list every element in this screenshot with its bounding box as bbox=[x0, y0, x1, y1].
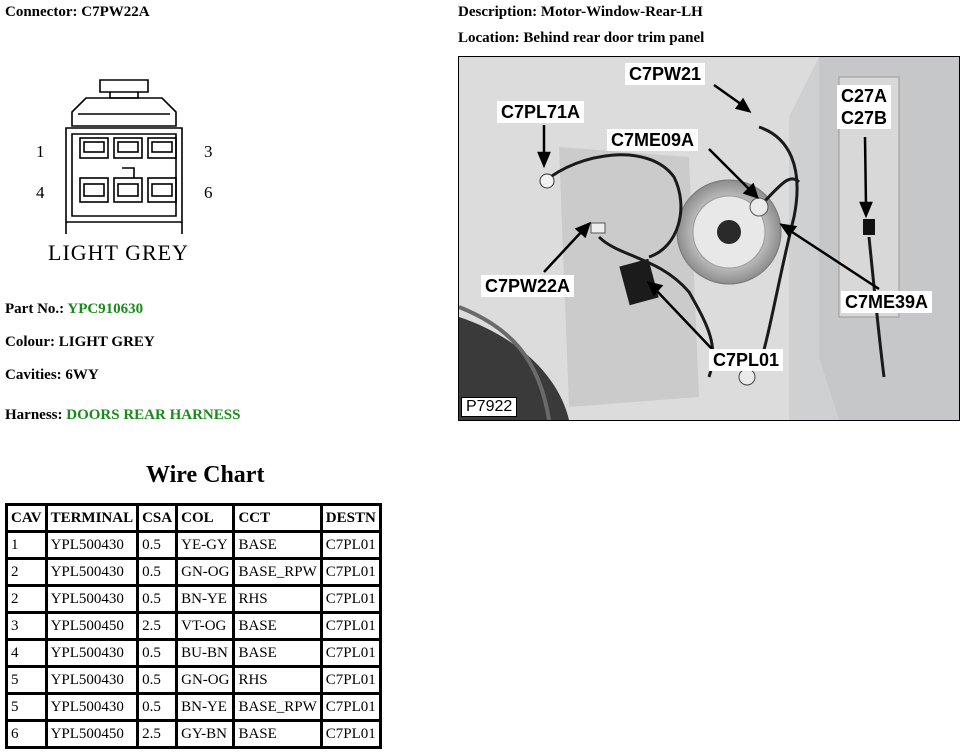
pin-6-label: 6 bbox=[204, 183, 213, 202]
connector-value: C7PW22A bbox=[81, 4, 150, 20]
callout-c7pl01: C7PL01 bbox=[709, 349, 783, 371]
table-cell: YPL500430 bbox=[48, 587, 137, 611]
callout-c7pw21: C7PW21 bbox=[625, 63, 705, 85]
table-cell: RHS bbox=[235, 587, 319, 611]
table-cell: 0.5 bbox=[139, 587, 175, 611]
description-value: Motor-Window-Rear-LH bbox=[540, 4, 703, 20]
table-cell: C7PL01 bbox=[323, 587, 379, 611]
table-cell: BN-YE bbox=[178, 587, 232, 611]
connector-label: Connector: bbox=[5, 4, 78, 20]
table-cell: YPL500450 bbox=[48, 614, 137, 638]
callout-c7pw22a: C7PW22A bbox=[481, 275, 574, 297]
table-row bbox=[8, 587, 379, 611]
column-header: CSA bbox=[139, 506, 175, 530]
colour-value: LIGHT GREY bbox=[58, 334, 155, 350]
table-cell: YPL500430 bbox=[48, 668, 137, 692]
description-line bbox=[458, 4, 703, 21]
table-cell: 2 bbox=[8, 560, 45, 584]
table-cell: YPL500430 bbox=[48, 641, 137, 665]
table-cell: 0.5 bbox=[139, 560, 175, 584]
part-no-label: Part No.: bbox=[5, 301, 65, 317]
table-cell: 0.5 bbox=[139, 695, 175, 719]
table-cell: GN-OG bbox=[178, 668, 232, 692]
wire-chart-table bbox=[5, 503, 382, 749]
part-no-line bbox=[5, 301, 143, 318]
table-cell: BN-YE bbox=[178, 695, 232, 719]
column-header: DESTN bbox=[323, 506, 379, 530]
column-header: COL bbox=[178, 506, 232, 530]
table-cell: 1 bbox=[8, 533, 45, 557]
pin-1-label: 1 bbox=[36, 142, 45, 161]
table-cell: 5 bbox=[8, 668, 45, 692]
connector-face-diagram bbox=[30, 74, 230, 274]
colour-line bbox=[5, 334, 155, 351]
table-row bbox=[8, 560, 379, 584]
table-cell: 2.5 bbox=[139, 614, 175, 638]
table-cell: BASE bbox=[235, 533, 319, 557]
colour-label: Colour: bbox=[5, 334, 55, 350]
table-cell: YPL500430 bbox=[48, 533, 137, 557]
table-cell: 0.5 bbox=[139, 641, 175, 665]
table-cell: GN-OG bbox=[178, 560, 232, 584]
table-cell: RHS bbox=[235, 668, 319, 692]
table-cell: C7PL01 bbox=[323, 560, 379, 584]
table-cell: GY-BN bbox=[178, 722, 232, 746]
pin-3-label: 3 bbox=[204, 142, 213, 161]
table-row bbox=[8, 614, 379, 638]
table-cell: YPL500430 bbox=[48, 560, 137, 584]
connector-line bbox=[5, 4, 150, 21]
table-row bbox=[8, 641, 379, 665]
table-cell: BASE bbox=[235, 641, 319, 665]
location-value: Behind rear door trim panel bbox=[523, 30, 705, 46]
table-cell: 4 bbox=[8, 641, 45, 665]
table-cell: YPL500450 bbox=[48, 722, 137, 746]
table-row bbox=[8, 668, 379, 692]
table-cell: C7PL01 bbox=[323, 641, 379, 665]
table-row bbox=[8, 533, 379, 557]
table-cell: BASE bbox=[235, 722, 319, 746]
column-header: CAV bbox=[8, 506, 45, 530]
callout-c7pl71a: C7PL71A bbox=[497, 101, 584, 123]
column-header: TERMINAL bbox=[48, 506, 137, 530]
table-cell: BASE_RPW bbox=[235, 560, 319, 584]
table-cell: C7PL01 bbox=[323, 668, 379, 692]
table-cell: 2 bbox=[8, 587, 45, 611]
callout-c7me39a: C7ME39A bbox=[841, 291, 932, 313]
cavities-label: Cavities: bbox=[5, 367, 62, 383]
harness-label: Harness: bbox=[5, 407, 63, 423]
table-cell: BASE bbox=[235, 614, 319, 638]
table-cell: 6 bbox=[8, 722, 45, 746]
colour-caption: LIGHT GREY bbox=[48, 240, 189, 265]
table-cell: 5 bbox=[8, 695, 45, 719]
cavities-line bbox=[5, 367, 99, 384]
location-photo bbox=[458, 56, 960, 421]
column-header: CCT bbox=[235, 506, 319, 530]
table-header-row bbox=[8, 506, 379, 530]
table-cell: BU-BN bbox=[178, 641, 232, 665]
location-line bbox=[458, 30, 704, 47]
harness-link[interactable]: DOORS REAR HARNESS bbox=[66, 407, 241, 423]
table-cell: C7PL01 bbox=[323, 614, 379, 638]
callout-c7me09a: C7ME09A bbox=[607, 129, 698, 151]
table-cell: YE-GY bbox=[178, 533, 232, 557]
table-cell: C7PL01 bbox=[323, 533, 379, 557]
description-label: Description: bbox=[458, 4, 538, 20]
table-cell: 0.5 bbox=[139, 668, 175, 692]
location-label: Location: bbox=[458, 30, 520, 46]
table-row bbox=[8, 722, 379, 746]
callout-c27b: C27B bbox=[837, 107, 891, 129]
table-cell: VT-OG bbox=[178, 614, 232, 638]
part-no-link[interactable]: YPC910630 bbox=[67, 301, 144, 317]
photo-code: P7922 bbox=[461, 397, 517, 417]
table-cell: 2.5 bbox=[139, 722, 175, 746]
table-cell: 3 bbox=[8, 614, 45, 638]
wire-chart-title: Wire Chart bbox=[146, 462, 265, 488]
pin-4-label: 4 bbox=[36, 183, 45, 202]
table-cell: BASE_RPW bbox=[235, 695, 319, 719]
table-cell: 0.5 bbox=[139, 533, 175, 557]
table-cell: C7PL01 bbox=[323, 695, 379, 719]
harness-line bbox=[5, 407, 240, 424]
callout-c27a: C27A bbox=[837, 85, 891, 107]
table-cell: YPL500430 bbox=[48, 695, 137, 719]
cavities-value: 6WY bbox=[65, 367, 99, 383]
table-cell: C7PL01 bbox=[323, 722, 379, 746]
table-row bbox=[8, 695, 379, 719]
